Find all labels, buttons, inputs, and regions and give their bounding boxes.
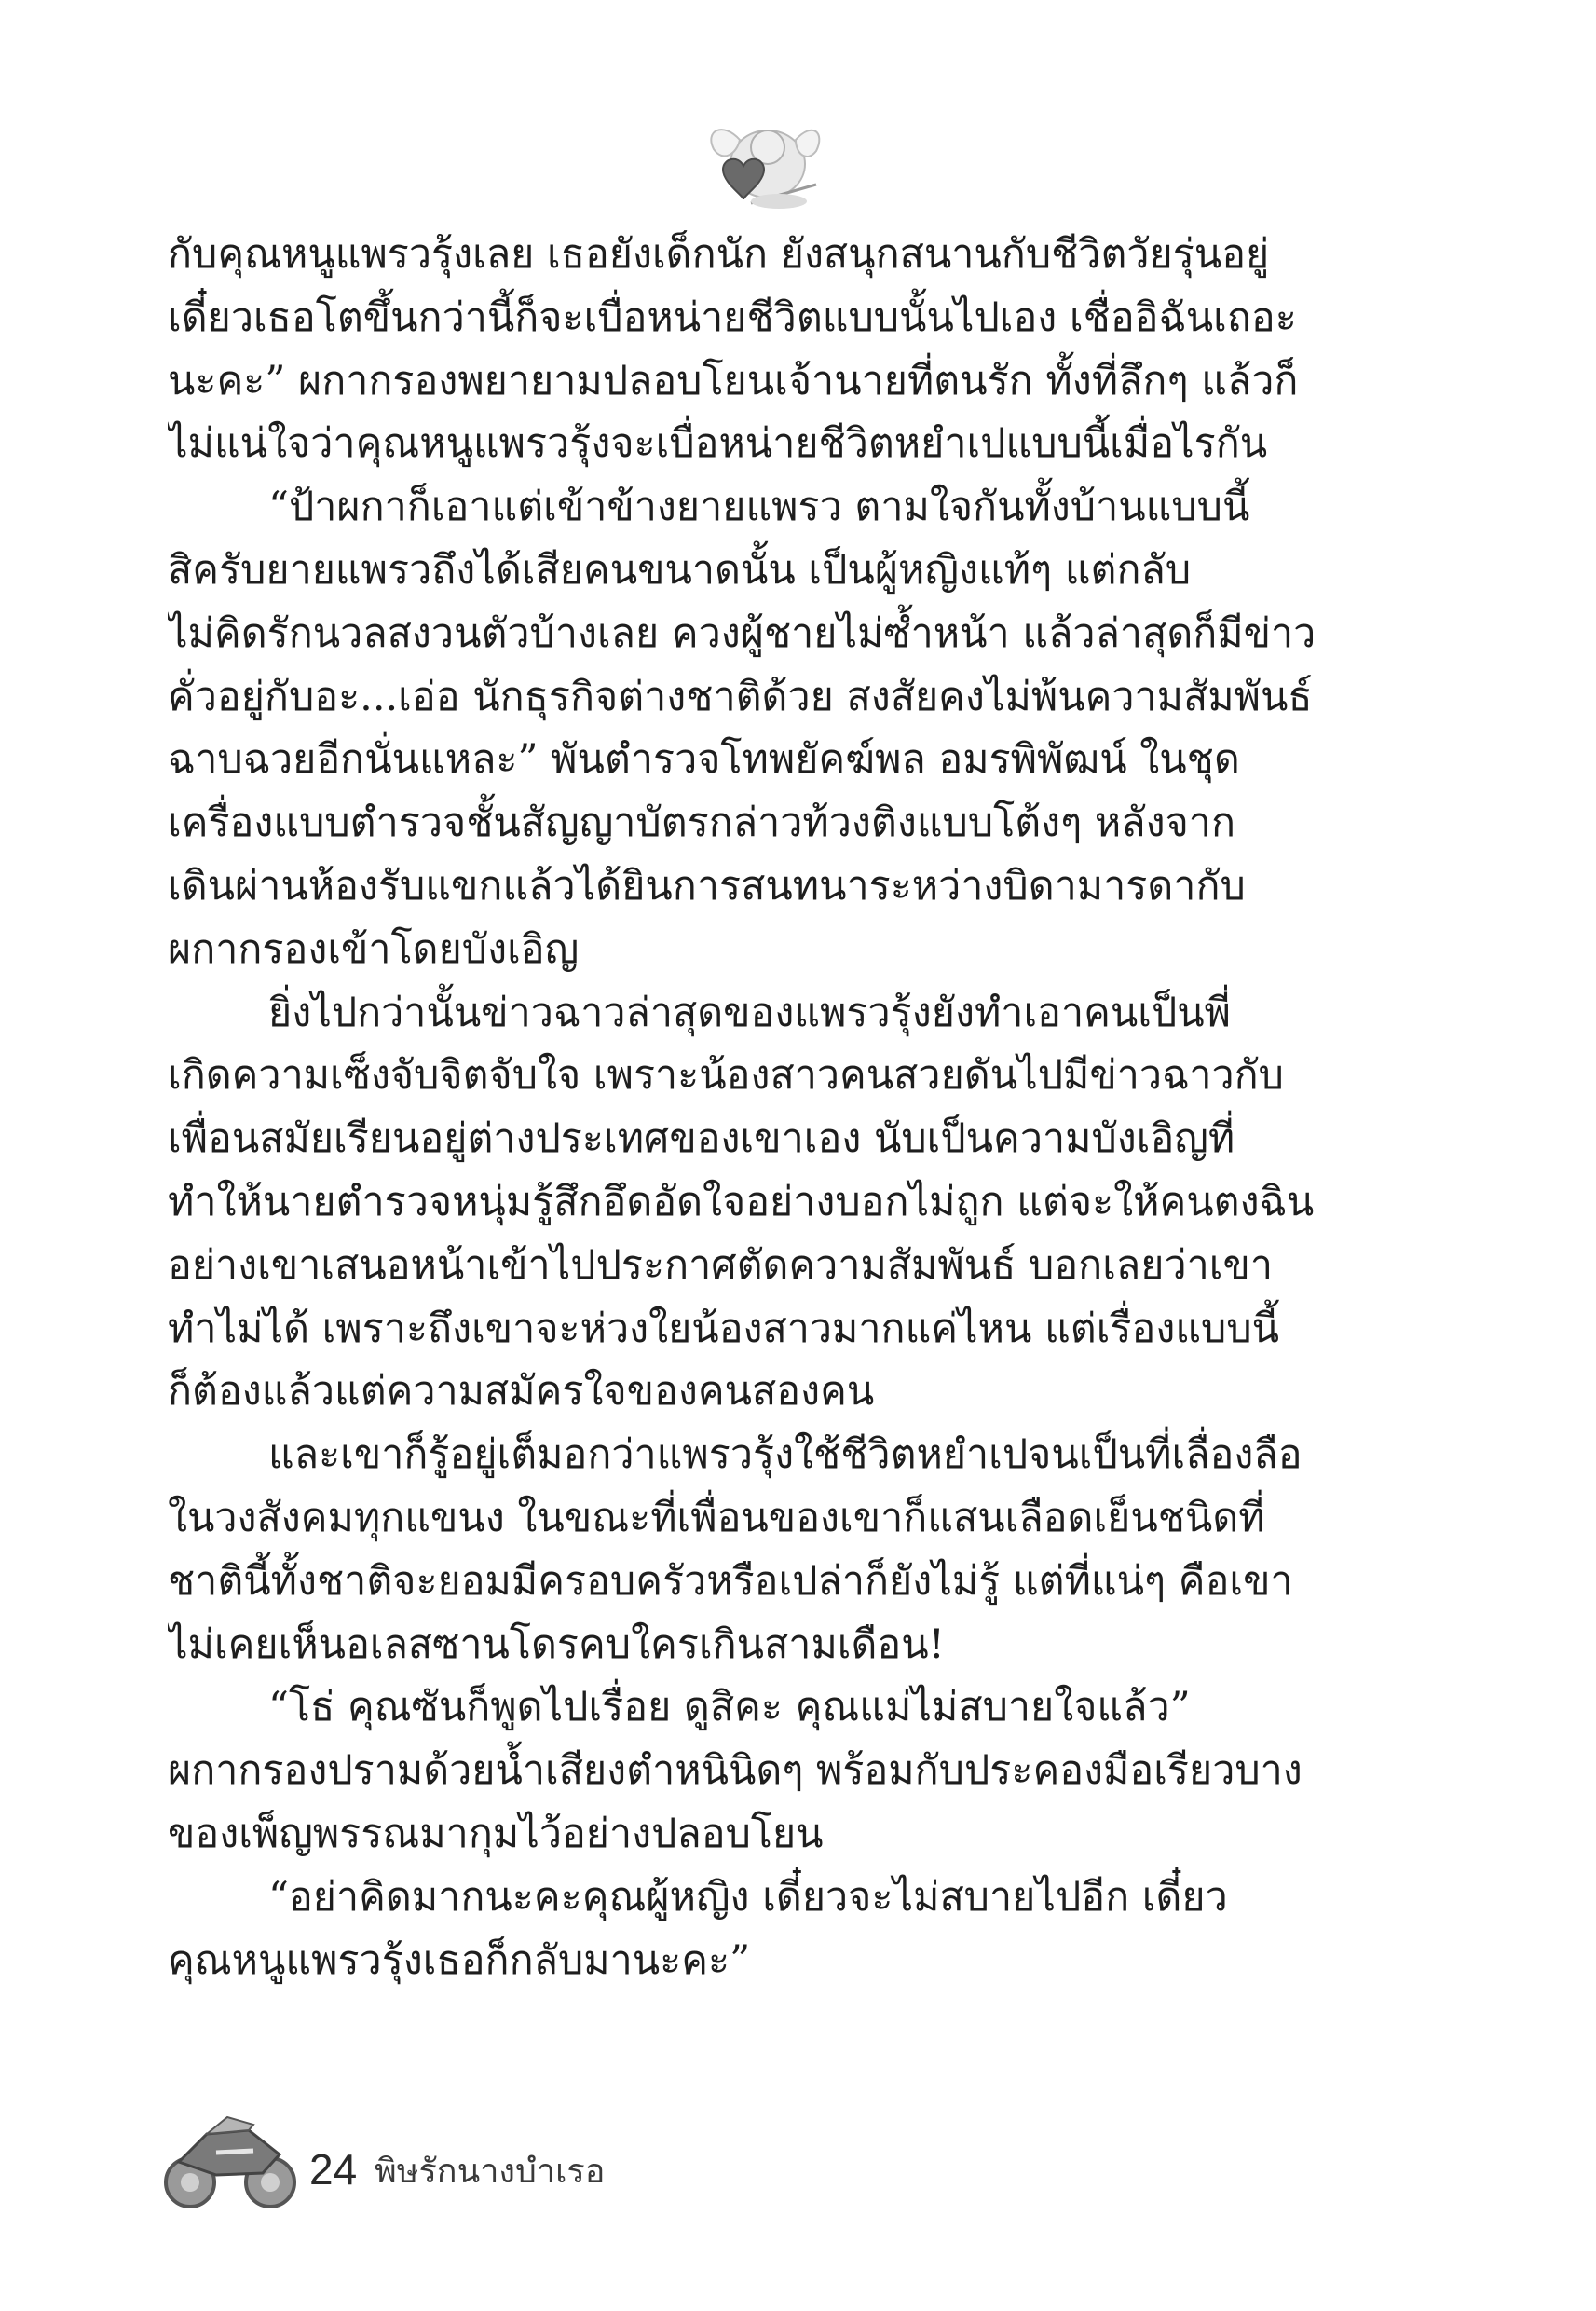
- text-line: และเขาก็รู้อยู่เต็มอกว่าแพรวรุ้งใช้ชีวิตหยำเปจนเป็นที่เลื่องลือ: [268, 1431, 1303, 1479]
- text-line: ฉาบฉวยอีกนั่นแหละ” พันตำรวจโทพยัคฆ์พล อมรพิพัฒน์ ในชุด: [168, 736, 1240, 784]
- text-line: กับคุณหนูแพรวรุ้งเลย เธอยังเด็กนัก ยังสนุกสนานกับชีวิตวัยรุ่นอยู่: [168, 231, 1270, 278]
- text-line: ทำไม่ได้ เพราะถึงเขาจะห่วงใยน้องสาวมากแค่ไหน แต่เรื่องแบบนี้: [168, 1305, 1280, 1352]
- text-line: คั่วอยู่กับอะ...เอ่อ นักธุรกิจต่างชาติด้วย สงสัยคงไม่พ้นความสัมพันธ์: [168, 673, 1313, 720]
- text-line: เกิดความเซ็งจับจิตจับใจ เพราะน้องสาวคนสวยดันไปมีข่าวฉาวกับ: [168, 1052, 1284, 1100]
- text-line: ผกากรองปรามด้วยน้ำเสียงตำหนินิดๆ พร้อมกับประคองมือเรียวบาง: [168, 1747, 1303, 1795]
- text-line: ยิ่งไปกว่านั้นข่าวฉาวล่าสุดของแพรวรุ้งยังทำเอาคนเป็นพี่: [268, 989, 1232, 1036]
- text-line: เดินผ่านห้องรับแขกแล้วได้ยินการสนทนาระหว่างบิดามารดากับ: [168, 862, 1246, 909]
- text-line: ไม่คิดรักนวลสงวนตัวบ้างเลย ควงผู้ชายไม่ซ้ำหน้า แล้วล่าสุดก็มีข่าว: [168, 609, 1316, 657]
- text-line: นะคะ” ผกากรองพยายามปลอบโยนเจ้านายที่ตนรัก ทั้งที่ลึกๆ แล้วก็: [168, 357, 1299, 404]
- text-line: ของเพ็ญพรรณมากุมไว้อย่างปลอบโยน: [168, 1810, 824, 1857]
- text-line: ทำให้นายตำรวจหนุ่มรู้สึกอึดอัดใจอย่างบอกไม่ถูก แต่จะให้คนตงฉิน: [168, 1178, 1315, 1225]
- motorcycle-icon: [160, 2097, 300, 2218]
- text-line: ก็ต้องแล้วแต่ความสมัครใจของคนสองคน: [168, 1368, 875, 1415]
- text-line: “อย่าคิดมากนะคะคุณผู้หญิง เดี๋ยวจะไม่สบายไปอีก เดี๋ยว: [268, 1873, 1228, 1921]
- story-text: [168, 224, 1328, 1992]
- book-title: พิษรักนางบำเรอ: [375, 2152, 606, 2190]
- text-line: ไม่แน่ใจว่าคุณหนูแพรวรุ้งจะเบื่อหน่ายชีวิตหยำเปแบบนี้เมื่อไรกัน: [168, 420, 1268, 468]
- text-line: เครื่องแบบตำรวจชั้นสัญญาบัตรกล่าวท้วงติงแบบโต้งๆ หลังจาก: [168, 800, 1235, 847]
- text-line: ในวงสังคมทุกแขนง ในขณะที่เพื่อนของเขาก็แสนเลือดเย็นชนิดที่: [168, 1494, 1265, 1541]
- page-footer: [160, 2097, 812, 2218]
- text-line: เดี๋ยวเธอโตขึ้นกว่านี้ก็จะเบื่อหน่ายชีวิตแบบนั้นไปเอง เชื่ออิฉันเถอะ: [168, 294, 1297, 341]
- text-line: คุณหนูแพรวรุ้งเธอก็กลับมานะคะ”: [168, 1936, 751, 1984]
- cupid-with-heart-icon: [686, 112, 825, 214]
- text-line: ชาตินี้ทั้งชาติจะยอมมีครอบครัวหรือเปล่าก็ยังไม่รู้ แต่ที่แน่ๆ คือเขา: [168, 1557, 1293, 1605]
- text-line: สิครับยายแพรวถึงได้เสียคนขนาดนั้น เป็นผู้หญิงแท้ๆ แต่กลับ: [168, 546, 1192, 594]
- text-line: “โธ่ คุณซันก็พูดไปเรื่อย ดูสิคะ คุณแม่ไม่สบายใจแล้ว”: [268, 1684, 1191, 1731]
- text-line: อย่างเขาเสนอหน้าเข้าไปประกาศตัดความสัมพันธ์ บอกเลยว่าเขา: [168, 1241, 1273, 1289]
- text-line: ไม่เคยเห็นอเลสซานโดรคบใครเกินสามเดือน!: [168, 1620, 945, 1668]
- text-line: เพื่อนสมัยเรียนอยู่ต่างประเทศของเขาเอง นับเป็นความบังเอิญที่: [168, 1115, 1235, 1163]
- text-line: “ป้าผกาก็เอาแต่เข้าข้างยายแพรว ตามใจกันทั้งบ้านแบบนี้: [268, 484, 1250, 531]
- page-number: 24: [309, 2145, 358, 2194]
- text-line: ผกากรองเข้าโดยบังเอิญ: [168, 925, 580, 973]
